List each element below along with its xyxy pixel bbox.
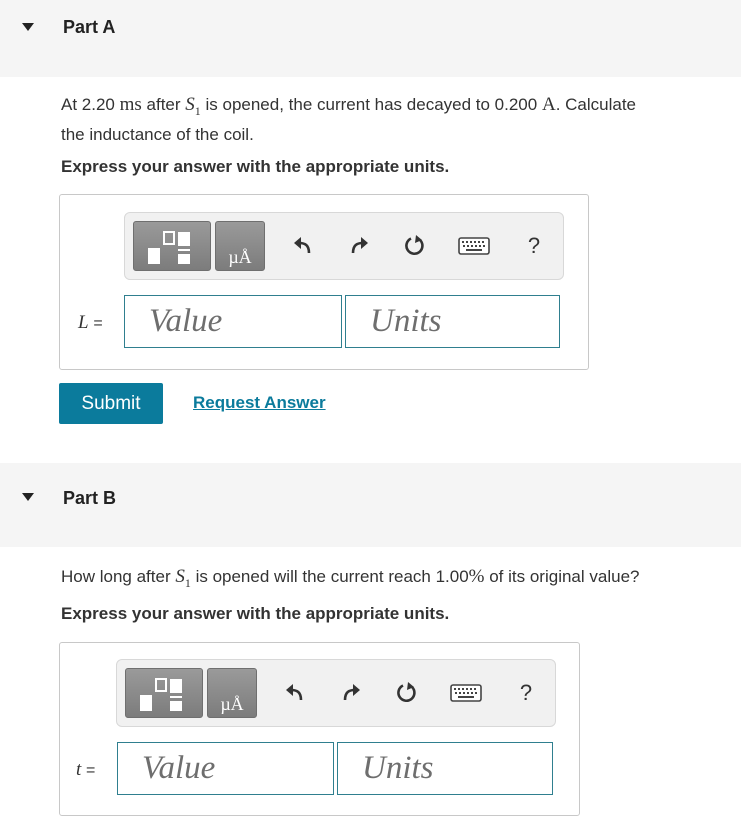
request-answer-link[interactable]: Request Answer [193, 393, 326, 412]
templates-button[interactable] [125, 668, 203, 718]
part-b-prompt: How long after $S_1$ is opened will the current reach 1.00% of its original value? [61, 566, 640, 590]
part-a-variable-label: L = [78, 312, 103, 333]
templates-icon [134, 222, 210, 270]
reset-icon[interactable] [401, 233, 427, 259]
part-b-value-input[interactable]: Value [117, 742, 334, 795]
templates-button[interactable] [133, 221, 211, 271]
part-a-instruction: Express your answer with the appropriate units. [61, 157, 450, 176]
keyboard-icon[interactable] [457, 233, 491, 259]
redo-icon[interactable] [338, 680, 364, 706]
redo-icon[interactable] [346, 233, 372, 259]
templates-icon [126, 669, 202, 717]
part-a-value-input[interactable]: Value [124, 295, 342, 348]
part-a-units-input[interactable]: Units [345, 295, 560, 348]
part-b-instruction: Express your answer with the appropriate units. [61, 604, 450, 623]
units-button[interactable] [207, 668, 257, 718]
part-b-answer-box [59, 642, 580, 816]
part-a-header[interactable] [0, 0, 741, 77]
part-b-variable-label: t = [76, 759, 96, 780]
units-button[interactable] [215, 221, 265, 271]
units-button-label: µÅ [228, 247, 252, 267]
part-b-units-input[interactable]: Units [337, 742, 553, 795]
help-icon[interactable]: ? [527, 233, 541, 258]
part-a-prompt: At 2.20 ms after $S_1$ is opened, the current has decayed to 0.200 A. Calculate the inductance of the coil. [61, 94, 637, 144]
help-icon[interactable]: ? [519, 680, 533, 705]
collapse-caret-icon[interactable] [22, 493, 34, 501]
undo-icon[interactable] [282, 680, 308, 706]
undo-icon[interactable] [290, 233, 316, 259]
part-a-title: Part A [63, 17, 116, 37]
collapse-caret-icon[interactable] [22, 23, 34, 31]
part-a-answer-box [59, 194, 589, 370]
part-b-toolbar [116, 659, 556, 727]
part-b-header[interactable] [0, 463, 741, 547]
submit-button[interactable]: Submit [59, 383, 163, 424]
keyboard-icon[interactable] [449, 680, 483, 706]
units-button-label: µÅ [220, 694, 244, 714]
part-b-title: Part B [63, 488, 117, 508]
reset-icon[interactable] [393, 680, 419, 706]
part-a-toolbar [124, 212, 564, 280]
